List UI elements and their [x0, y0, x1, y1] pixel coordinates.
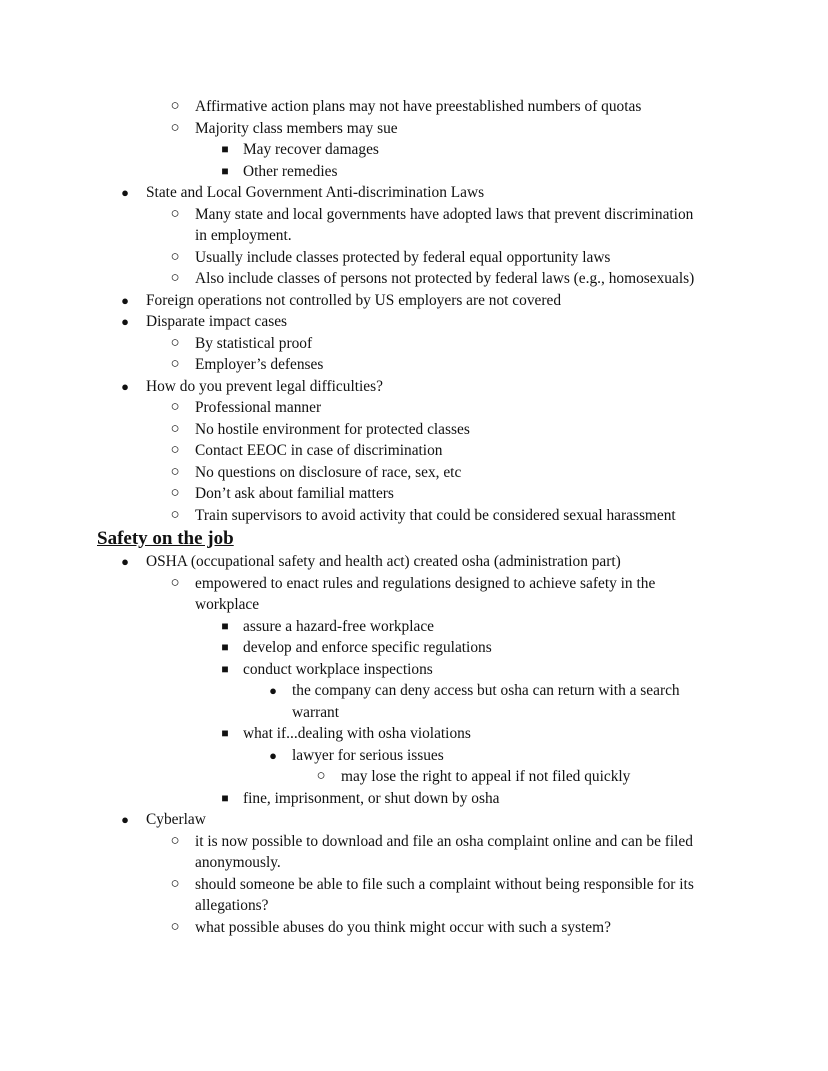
list-item [0, 290, 828, 312]
list-item-text: No hostile environment for protected classes [195, 420, 470, 438]
list-item-text: Professional manner [195, 399, 322, 416]
list-item-text: Affirmative action plans may not have preestablished numbers of quotas [195, 98, 642, 115]
list-item [0, 874, 828, 896]
list-item [0, 161, 828, 183]
list-item-continuation [0, 852, 828, 874]
outline-block-bottom [0, 551, 828, 938]
list-marker-bullet: ● [121, 314, 129, 329]
list-marker-circle: ○ [170, 485, 180, 501]
list-marker-bullet: ● [121, 378, 129, 394]
list-item-text: assure a hazard-free workplace [243, 617, 434, 635]
list-item-text: State and Local Government Anti-discrimination Laws [146, 184, 485, 201]
list-marker-circle: ○ [170, 270, 180, 286]
outline-block-top [0, 96, 828, 526]
list-item [0, 831, 828, 853]
list-marker-circle: ○ [170, 442, 180, 458]
list-item [0, 440, 828, 462]
list-item [0, 96, 828, 118]
list-marker-circle: ○ [170, 420, 180, 437]
list-item-text: in employment. [195, 227, 292, 244]
list-item-text: Cyberlaw [146, 811, 206, 828]
list-item [0, 551, 828, 573]
list-marker-circle: ○ [170, 875, 180, 892]
list-item [0, 268, 828, 290]
list-marker-square: ■ [221, 163, 229, 178]
list-item-text: workplace [195, 596, 260, 613]
list-item-text: Other remedies [243, 162, 338, 180]
list-marker-circle: ○ [170, 463, 180, 480]
list-item [0, 505, 828, 527]
list-item-text: lawyer for serious issues [292, 746, 444, 764]
list-item [0, 311, 828, 333]
list-item-continuation [0, 594, 828, 616]
list-marker-circle: ○ [170, 205, 180, 222]
list-item [0, 766, 828, 788]
document-page [0, 96, 828, 938]
list-item-text: anonymously. [195, 854, 281, 871]
list-marker-bullet: ● [121, 292, 129, 308]
list-item [0, 483, 828, 505]
list-item-text: conduct workplace inspections [243, 660, 433, 678]
list-item [0, 376, 828, 398]
list-item-text: may lose the right to appeal if not filed quickly [341, 768, 631, 785]
list-item [0, 419, 828, 441]
list-item-text: it is now possible to download and file an osha complaint online and can be filed [195, 832, 693, 850]
list-item-text: what possible abuses do you think might occur with such a system? [195, 918, 611, 936]
list-marker-square: ■ [221, 618, 229, 633]
list-item-text: fine, imprisonment, or shut down by osha [243, 789, 500, 807]
list-marker-circle: ○ [170, 356, 180, 372]
list-item [0, 680, 828, 702]
list-marker-square: ■ [221, 726, 229, 740]
list-marker-circle: ○ [170, 248, 180, 265]
list-marker-circle: ○ [170, 918, 180, 935]
list-marker-bullet: ● [269, 747, 277, 763]
list-marker-bullet: ● [121, 812, 129, 827]
list-marker-circle: ○ [170, 119, 180, 136]
list-marker-circle: ○ [170, 334, 180, 351]
list-item [0, 788, 828, 810]
list-item-text: Majority class members may sue [195, 119, 398, 137]
list-item-text: May recover damages [243, 141, 379, 158]
list-item [0, 637, 828, 659]
list-item [0, 573, 828, 595]
list-item-text: Train supervisors to avoid activity that could be considered sexual harassment [195, 506, 676, 524]
list-item-text: Contact EEOC in case of discrimination [195, 442, 443, 459]
list-marker-square: ■ [221, 640, 229, 654]
list-item [0, 139, 828, 161]
list-item [0, 745, 828, 767]
list-item-text: the company can deny access but osha can return with a search [292, 682, 680, 699]
list-item-continuation [0, 702, 828, 724]
list-marker-circle: ○ [170, 399, 180, 415]
list-item-text: Don’t ask about familial matters [195, 485, 394, 502]
list-item-text: what if...dealing with osha violations [243, 725, 471, 742]
list-item-text: empowered to enact rules and regulations designed to achieve safety in the [195, 574, 656, 592]
list-marker-square: ■ [221, 790, 229, 805]
list-item-text: OSHA (occupational safety and health act) created osha (administration part) [146, 553, 621, 570]
list-item-text: No questions on disclosure of race, sex, etc [195, 463, 462, 481]
list-item-text: Usually include classes protected by federal equal opportunity laws [195, 248, 611, 266]
list-item [0, 333, 828, 355]
list-marker-circle: ○ [170, 832, 180, 849]
list-item [0, 723, 828, 745]
list-item-continuation [0, 225, 828, 247]
list-item [0, 354, 828, 376]
list-marker-bullet: ● [121, 185, 129, 200]
list-item-text: Also include classes of persons not protected by federal laws (e.g., homosexuals) [195, 270, 695, 287]
list-item-text: warrant [292, 703, 339, 721]
list-marker-bullet: ● [269, 683, 277, 698]
list-item [0, 809, 828, 831]
list-item-text: Employer’s defenses [195, 356, 324, 373]
list-item [0, 917, 828, 939]
list-marker-circle: ○ [170, 574, 180, 591]
list-item-text: By statistical proof [195, 334, 313, 352]
list-marker-bullet: ● [121, 554, 129, 569]
list-item-text: How do you prevent legal difficulties? [146, 377, 383, 395]
list-marker-circle: ○ [316, 768, 326, 784]
list-item [0, 182, 828, 204]
section-heading: Safety on the job [97, 528, 234, 549]
list-item [0, 659, 828, 681]
list-item [0, 118, 828, 140]
list-marker-circle: ○ [170, 98, 180, 114]
list-item [0, 397, 828, 419]
list-item-text: Foreign operations not controlled by US employers are not covered [146, 291, 562, 309]
list-item [0, 247, 828, 269]
list-item [0, 462, 828, 484]
list-item-text: Many state and local governments have adopted laws that prevent discrimination [195, 205, 694, 223]
list-item [0, 204, 828, 226]
list-item-text: Disparate impact cases [146, 313, 288, 330]
list-item-text: develop and enforce specific regulations [243, 639, 492, 656]
list-item-continuation [0, 895, 828, 917]
list-marker-circle: ○ [170, 506, 180, 523]
list-item [0, 616, 828, 638]
list-marker-square: ■ [221, 142, 229, 156]
list-item-text: should someone be able to file such a complaint without being responsible for its [195, 875, 694, 893]
list-marker-square: ■ [221, 661, 229, 676]
list-item-text: allegations? [195, 897, 269, 914]
